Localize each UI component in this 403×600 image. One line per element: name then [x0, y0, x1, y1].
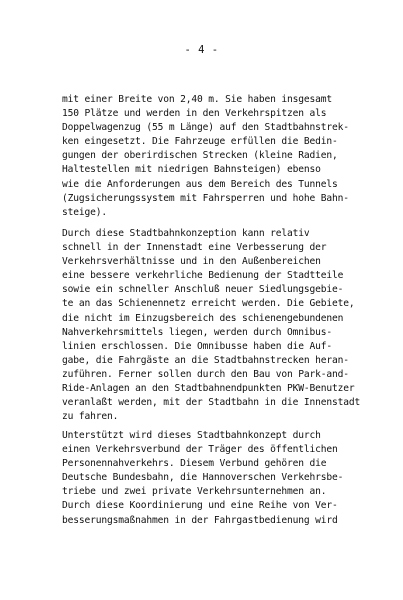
text-line: wie die Anforderungen aus dem Bereich des Tunnels [62, 178, 338, 190]
text-line: Doppelwagenzug (55 m Länge) auf den Stadtbahnstrek- [62, 122, 349, 134]
text-line: gungen der oberirdischen Strecken (kleine Radien, [62, 150, 338, 162]
text-line: Haltestellen mit niedrigen Bahnsteigen) ebenso [62, 164, 321, 176]
text-line: gabe, die Fahrgäste an die Stadtbahnstrecken heran- [62, 354, 349, 366]
text-line: Ride-Anlagen an den Stadtbahnendpunkten PKW-Benutzer [62, 383, 355, 395]
text-line: zu fahren. [62, 411, 119, 423]
text-line: einen Verkehrsverbund der Träger des öffentlichen [62, 444, 338, 456]
text-line: sowie ein schneller Anschluß neuer Siedlungsgebie- [62, 284, 344, 296]
text-line: linien erschlossen. Die Omnibusse haben die Auf- [62, 340, 333, 352]
text-line: 150 Plätze und werden in den Verkehrspitzen als [62, 108, 327, 120]
text-line: steige). [62, 206, 108, 218]
paragraph-1 [62, 93, 382, 220]
text-line: schnell in der Innenstadt eine Verbesserung der [62, 242, 327, 254]
paragraph-3 [62, 429, 382, 528]
text-line: Durch diese Koordinierung und eine Reihe von Ver- [62, 500, 338, 512]
text-line: ken eingesetzt. Die Fahrzeuge erfüllen die Bedin- [62, 136, 338, 148]
text-line: triebe und zwei private Verkehrsunternehmen an. [62, 486, 327, 498]
paragraph-2 [62, 227, 382, 424]
text-line: die nicht im Einzugsbereich des schienengebundenen [62, 312, 344, 324]
text-line: eine bessere verkehrliche Bedienung der Stadtteile [62, 270, 344, 282]
text-line: veranlaßt werden, mit der Stadtbahn in die Innenstadt [62, 397, 361, 409]
text-line: te an das Schienennetz erreicht werden. Die Gebiete, [62, 298, 355, 310]
text-line: zuführen. Ferner sollen durch den Bau von Park-and- [62, 368, 349, 380]
text-line: mit einer Breite von 2,40 m. Sie haben insgesamt [62, 94, 333, 105]
text-line: (Zugsicherungssystem mit Fahrsperren und hohe Bahn- [62, 192, 349, 204]
text-line: Verkehrsverhältnisse und in den Außenbereichen [62, 256, 321, 268]
text-line: besserungsmaßnahmen in der Fahrgastbedienung wird [62, 514, 338, 526]
text-line: Deutsche Bundesbahn, die Hannoverschen Verkehrsbe- [62, 472, 344, 484]
text-line: Nahverkehrsmittels liegen, werden durch Omnibus- [62, 326, 333, 338]
text-line: Unterstützt wird dieses Stadtbahnkonzept durch [62, 430, 321, 441]
text-line: Personennahverkehrs. Diesem Verbund gehören die [62, 458, 327, 470]
text-line: Durch diese Stadtbahnkonzeption kann relativ [62, 228, 310, 239]
page-number: - 4 - [184, 44, 219, 56]
